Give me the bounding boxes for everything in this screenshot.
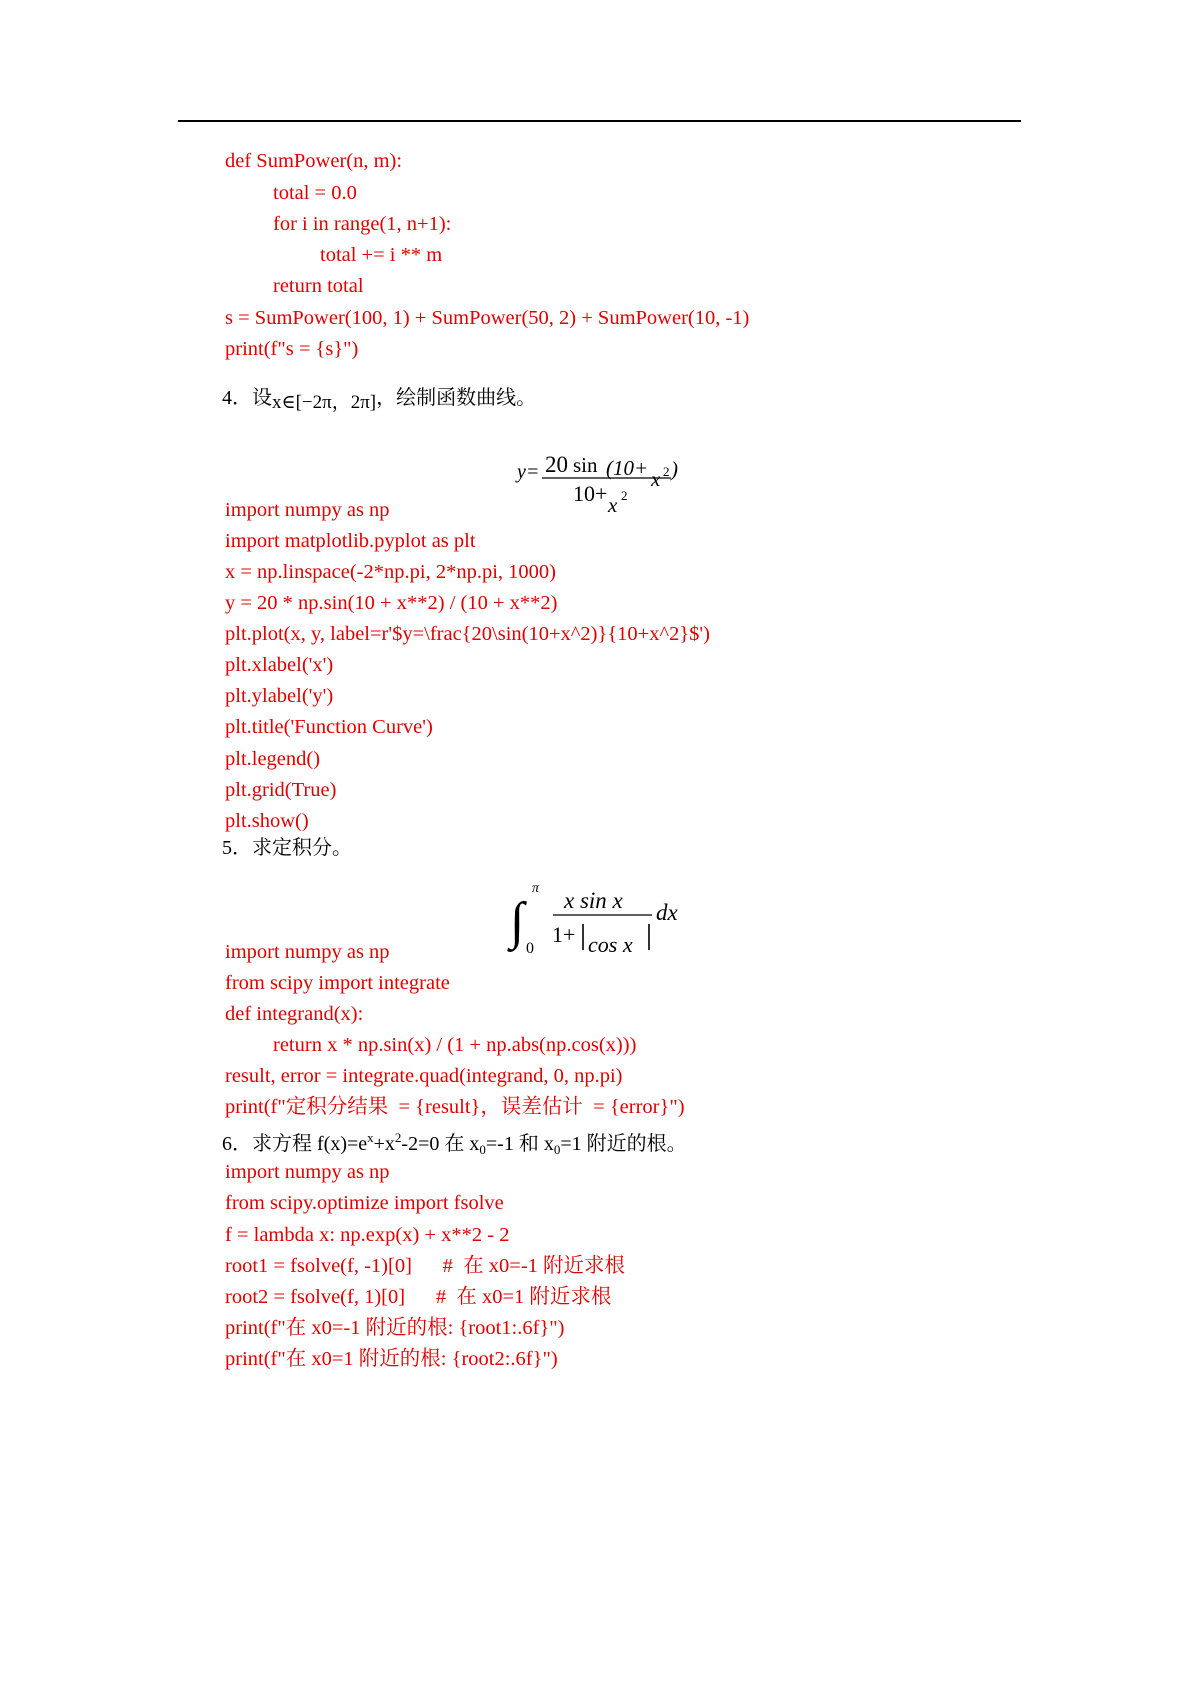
code-line: y = 20 * np.sin(10 + x**2) / (10 + x**2) [225,592,558,614]
problem-6-text: -2=0 在 x [401,1133,480,1155]
code-line: import numpy as np [225,499,390,521]
problem-6-text: =-1 和 x [485,1133,554,1155]
formula-den-exp: 2 [621,488,628,503]
integral-sign: ∫ [510,893,525,950]
integral-upper-limit: π [532,881,540,896]
code-line: plt.legend() [225,748,321,770]
problem-6-heading [222,1126,687,1162]
problem-6-text: 6．求方程 f(x)=e [222,1133,368,1155]
denominator-prefix: 1+ [552,922,576,947]
exponent: 2 [394,1130,402,1145]
code-line: print(f"在 x0=-1 附近的根: {root1:.6f}") [225,1317,565,1339]
problem-6-text: =1 附近的根。 [560,1133,687,1155]
denominator-abs-body: cos x [588,932,633,957]
problem-text: 设 [252,387,272,409]
code-line: return total [273,275,364,297]
integrand-numerator: x sin x [564,888,623,913]
code-line: root1 = fsolve(f, -1)[0] # 在 x0=-1 附近求根 [225,1255,626,1277]
code-line: import numpy as np [225,941,390,963]
exponent: x [367,1130,374,1145]
formula-arg-open: (10+ [606,456,649,480]
formula-arg-exp: 2 [663,464,670,479]
problem-5-heading: 5．求定积分。 [222,837,352,859]
integral-formula [510,874,710,964]
formula-sin: sin [573,453,598,477]
code-line: total += i ** m [320,244,443,266]
code-line: print(f"在 x0=1 附近的根: {root2:.6f}") [225,1348,558,1370]
code-line: import numpy as np [225,1161,390,1183]
problem-number: 4． [222,387,252,409]
header-rule [178,120,1021,122]
subscript: 0 [479,1142,486,1157]
code-line: s = SumPower(100, 1) + SumPower(50, 2) + SumPower(10, -1) [225,307,750,329]
code-line: f = lambda x: np.exp(x) + x**2 - 2 [225,1224,510,1246]
code-line: return x * np.sin(x) / (1 + np.abs(np.cos(x))) [273,1034,637,1056]
code-line: import matplotlib.pyplot as plt [225,530,476,552]
code-line: def SumPower(n, m): [225,150,403,172]
formula-lhs: y= [517,461,540,483]
formula-den-var: x [608,493,618,517]
function-formula [515,448,695,518]
code-line: plt.ylabel('y') [225,685,334,707]
problem-6-text: +x [373,1133,395,1155]
code-line: from scipy import integrate [225,972,450,994]
code-line: plt.plot(x, y, label=r'$y=\frac{20\sin(10+x^2)}{10+x^2}$') [225,623,710,645]
formula-arg-var: x [651,467,661,491]
code-line: plt.xlabel('x') [225,654,334,676]
formula-denominator: 10+ [573,481,608,506]
code-line: root2 = fsolve(f, 1)[0] # 在 x0=1 附近求根 [225,1286,612,1308]
code-line: for i in range(1, n+1): [273,213,452,235]
problem-text: ，绘制函数曲线。 [376,387,537,409]
code-line: total = 0.0 [273,182,357,204]
code-line: print(f"s = {s}") [225,338,359,360]
problem-4-heading [222,386,536,411]
code-line: def integrand(x): [225,1003,364,1025]
formula-arg-close: ) [671,457,678,481]
domain-expression: x∈[−2π，2π] [272,392,377,413]
code-line: print(f"定积分结果 = {result}，误差估计 = {error}") [225,1096,685,1118]
code-line: x = np.linspace(-2*np.pi, 2*np.pi, 1000) [225,561,556,583]
differential: dx [656,900,678,925]
formula-numerator-coef: 20 [545,452,568,477]
subscript: 0 [553,1142,561,1157]
integral-lower-limit: 0 [526,940,534,957]
code-line: plt.title('Function Curve') [225,716,433,738]
code-line: plt.show() [225,810,309,832]
code-line: from scipy.optimize import fsolve [225,1192,504,1214]
code-line: result, error = integrate.quad(integrand, 0, np.pi) [225,1065,623,1087]
code-line: plt.grid(True) [225,779,337,801]
